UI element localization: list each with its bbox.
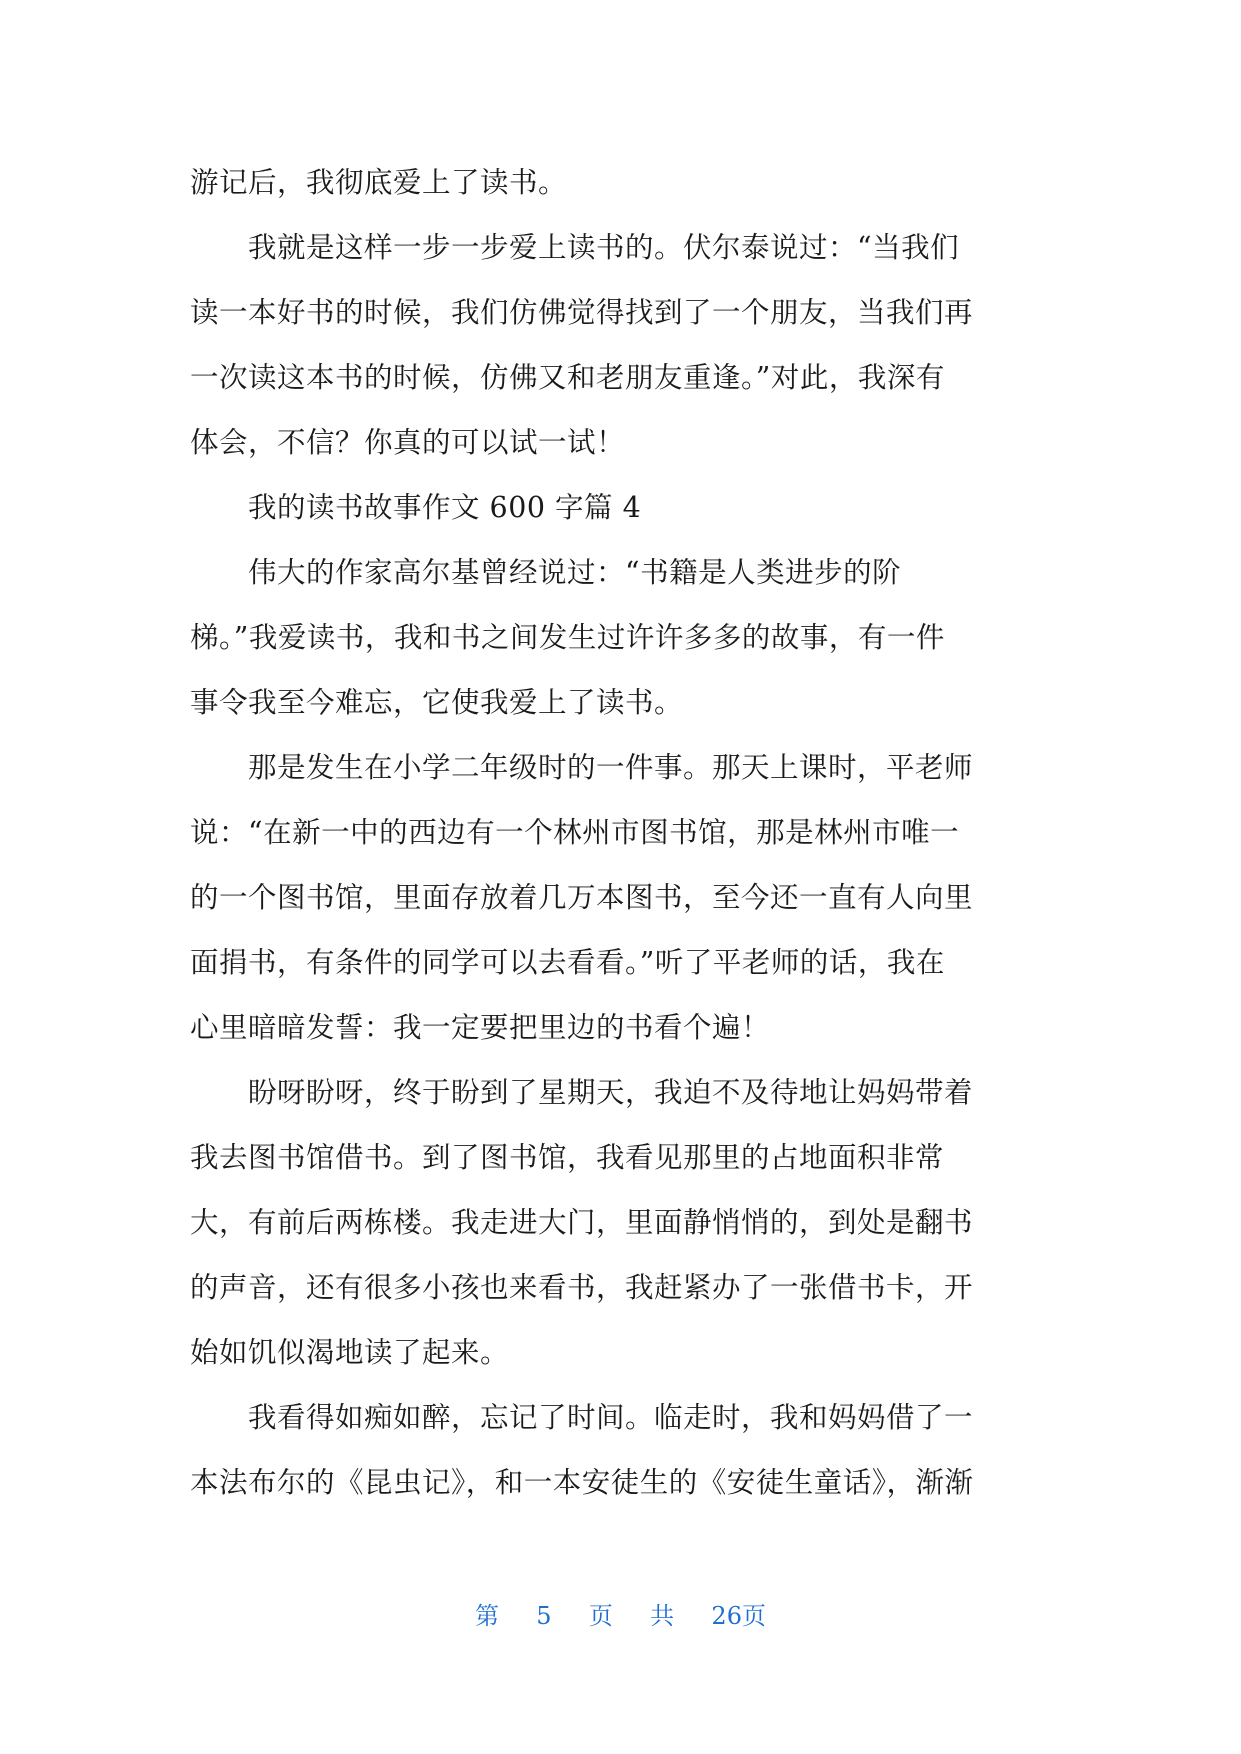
text-line: 始如饥似渴地读了起来。 xyxy=(190,1336,510,1369)
text-line: 体会，不信？你真的可以试一试！ xyxy=(190,426,626,459)
text-line: 那是发生在小学二年级时的一件事。那天上课时，平老师 xyxy=(190,751,974,784)
text-line: 本法布尔的《昆虫记》，和一本安徒生的《安徒生童话》，渐渐 xyxy=(190,1466,974,1499)
text-line: 大，有前后两栋楼。我走进大门，里面静悄悄的，到处是翻书 xyxy=(190,1206,974,1239)
text-line: 面捐书，有条件的同学可以去看看。”听了平老师的话，我在 xyxy=(190,946,945,979)
text-line: 心里暗暗发誓：我一定要把里边的书看个遍！ xyxy=(190,1011,771,1044)
footer-gong: 共 xyxy=(650,1602,675,1630)
document-body xyxy=(190,150,1040,1515)
text-line: 的声音，还有很多小孩也来看书，我赶紧办了一张借书卡，开 xyxy=(190,1271,974,1304)
footer-ye: 页 xyxy=(588,1602,613,1630)
text-line: 说：“在新一中的西边有一个林州市图书馆，那是林州市唯一 xyxy=(190,816,960,849)
text-line: 盼呀盼呀，终于盼到了星期天，我迫不及待地让妈妈带着 xyxy=(190,1076,974,1109)
text-line: 的一个图书馆，里面存放着几万本图书，至今还一直有人向里 xyxy=(190,881,974,914)
current-page-number: 5 xyxy=(536,1602,552,1630)
text-line: 伟大的作家高尔基曾经说过：“书籍是人类进步的阶 xyxy=(190,556,902,589)
text-line: 读一本好书的时候，我们仿佛觉得找到了一个朋友，当我们再 xyxy=(190,296,974,329)
text-line: 梯。”我爱读书，我和书之间发生过许许多多的故事，有一件 xyxy=(190,621,945,654)
text-line: 我去图书馆借书。到了图书馆，我看见那里的占地面积非常 xyxy=(190,1141,945,1174)
footer-di: 第 xyxy=(475,1602,500,1630)
section-heading: 我的读书故事作文 600 字篇 4 xyxy=(190,491,642,524)
text-line: 一次读这本书的时候，仿佛又和老朋友重逢。”对此，我深有 xyxy=(190,361,945,394)
page-footer xyxy=(0,1596,1241,1636)
text-line: 游记后，我彻底爱上了读书。 xyxy=(190,166,568,199)
text-line: 我看得如痴如醉，忘记了时间。临走时，我和妈妈借了一 xyxy=(190,1401,974,1434)
text-line: 我就是这样一步一步爱上读书的。伏尔泰说过：“当我们 xyxy=(190,231,960,264)
total-pages: 26页 xyxy=(711,1602,766,1630)
text-line: 事令我至今难忘，它使我爱上了读书。 xyxy=(190,686,684,719)
